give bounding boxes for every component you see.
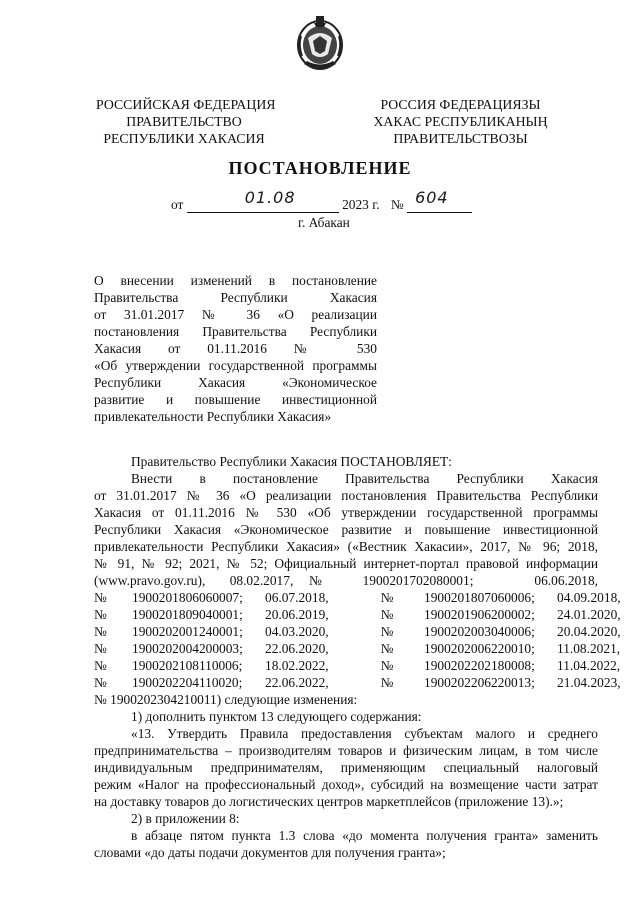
number-field — [407, 188, 472, 213]
year-text: 2023 г. — [342, 197, 380, 212]
header-line: ХАКАС РЕСПУБЛИКАНЫҢ — [373, 114, 548, 129]
table-cell: 08.02.2017, — [229, 573, 294, 588]
table-cell: 04.03.2020, — [265, 624, 329, 639]
document-subject — [94, 272, 377, 425]
quote-line: «13. Утвердить Правила предоставления субъектам малого и среднего — [131, 726, 598, 741]
table-cell: № — [94, 641, 107, 656]
subject-line: привлекательности Республики Хакасия» — [94, 409, 332, 424]
date-number-line — [171, 188, 472, 213]
table-cell: 1900202206220013; — [424, 675, 535, 690]
header-line: РЕСПУБЛИКИ ХАКАСИЯ — [103, 131, 265, 146]
registration-numbers-table — [94, 589, 621, 691]
quote-line: на доставку товаров до логистических центров маркетплейсов (приложение 13).»; — [94, 794, 564, 809]
document-body — [94, 453, 621, 861]
date-field — [187, 188, 339, 213]
table-row — [94, 623, 598, 640]
table-cell: № — [94, 624, 107, 639]
table-cell: 1900202006220010; — [424, 641, 535, 656]
subject-line: Правительства Республики Хакасия — [94, 290, 377, 305]
header-line: ПРАВИТЕЛЬСТВОЗЫ — [393, 131, 528, 146]
subject-line: «Об утверждении государственной программы — [94, 358, 377, 373]
table-cell: № — [380, 607, 394, 622]
body-line: Внести в постановление Правительства Республики Хакасия — [131, 471, 598, 486]
amendment-item: 1) дополнить пунктом 13 следующего содержания: — [131, 709, 422, 724]
table-cell: № — [94, 590, 107, 605]
table-cell: 1900201809040001; — [132, 607, 243, 622]
quote-line: предпринимательства – производителям товаров и физическим лицам, в том числе — [94, 743, 598, 758]
body-line: в абзаце пятом пункта 1.3 слова «до момента получения гранта» заменить — [131, 828, 598, 843]
handwritten-number: 604 — [415, 188, 449, 207]
subject-line: Хакасия от 01.11.2016 № 530 — [94, 341, 377, 356]
table-cell: 06.07.2018, — [265, 590, 329, 605]
number-sign: № — [390, 197, 404, 212]
subject-line: развитие и повышение инвестиционной — [94, 392, 377, 407]
table-cell: 1900202004200003; — [132, 641, 243, 656]
table-cell: № — [309, 573, 322, 588]
table-cell: № — [380, 675, 394, 690]
header-line: РОССИЯ ФЕДЕРАЦИЯЗЫ — [380, 97, 541, 112]
body-line: № 91, № 92; 2021, № 52; Официальный интернет-портал правовой информации — [94, 556, 598, 571]
header-line: ПРАВИТЕЛЬСТВО — [126, 114, 242, 129]
table-cell: 20.06.2019, — [265, 607, 329, 622]
body-line: словами «до даты подачи документов для получения гранта»; — [94, 845, 446, 860]
table-cell: 1900201906200002; — [424, 607, 535, 622]
table-cell: 1900202202180008; — [424, 658, 535, 673]
subject-line: от 31.01.2017 № 36 «О реализации — [94, 307, 377, 322]
table-cell: 21.04.2023, — [557, 675, 621, 690]
handwritten-date: 01.08 — [244, 188, 296, 207]
subject-line: Республики Хакасия «Экономическое — [94, 375, 377, 390]
table-row — [94, 589, 598, 606]
table-cell: 1900202001240001; — [132, 624, 243, 639]
date-prefix: от — [171, 197, 184, 212]
table-cell: № — [380, 658, 394, 673]
table-cell: 06.06.2018, — [534, 573, 598, 588]
table-cell: 22.06.2020, — [265, 641, 329, 656]
table-cell: 1900202003040006; — [424, 624, 535, 639]
table-cell: 11.08.2021, — [557, 641, 621, 656]
table-cell: 1900201807060006; — [424, 590, 535, 605]
table-cell: 1900201806060007; — [132, 590, 243, 605]
table-row — [94, 606, 598, 623]
table-cell: 20.04.2020, — [557, 624, 621, 639]
amendment-item: 2) в приложении 8: — [131, 811, 240, 826]
header-left-ru — [96, 96, 276, 147]
coat-of-arms-emblem — [295, 14, 345, 74]
body-line: № 1900202304210011) следующие изменения: — [94, 692, 358, 707]
registration-numbers-table — [94, 572, 598, 589]
table-row — [94, 572, 598, 589]
quote-line: режим «Налог на профессиональный доход», субсидий на возмещение части затрат — [94, 777, 598, 792]
quote-line: индивидуальным предпринимателям, применяющим специальный налоговый — [94, 760, 598, 775]
body-line: от 31.01.2017 № 36 «О реализации постановления Правительства Республики — [94, 488, 598, 503]
table-cell: 24.01.2020, — [557, 607, 621, 622]
subject-line: постановления Правительства Республики — [94, 324, 377, 339]
table-cell: № — [380, 641, 394, 656]
header-line: РОССИЙСКАЯ ФЕДЕРАЦИЯ — [96, 97, 276, 112]
subject-line: О внесении изменений в постановление — [94, 273, 377, 288]
document-title: ПОСТАНОВЛЕНИЕ — [228, 158, 412, 178]
table-cell: № — [94, 607, 107, 622]
table-cell: № — [380, 624, 394, 639]
table-cell: 1900202204110020; — [132, 675, 243, 690]
resolution-intro: Правительство Республики Хакасия ПОСТАНОВЛЯЕТ: — [131, 454, 452, 469]
body-line: Республики Хакасия «Экономическое развитие и повышение инвестиционной — [94, 522, 598, 537]
table-cell: 1900202108110006; — [132, 658, 243, 673]
table-cell: 04.09.2018, — [557, 590, 621, 605]
header-right-khakas — [373, 96, 548, 147]
table-cell: № — [94, 675, 107, 690]
table-cell: 22.06.2022, — [265, 675, 329, 690]
city-name: г. Абакан — [298, 215, 350, 230]
body-line: Хакасия от 01.11.2016 № 530 «Об утверждении государственной программы — [94, 505, 598, 520]
table-cell: 18.02.2022, — [265, 658, 329, 673]
table-cell: № — [94, 658, 107, 673]
body-line: привлекательности Республики Хакасия» («Вестник Хакасии», 2017, № 96; 2018, — [94, 539, 598, 554]
table-row — [94, 674, 598, 691]
table-row — [94, 640, 598, 657]
table-row — [94, 657, 598, 674]
table-cell: 11.04.2022, — [557, 658, 621, 673]
table-cell: (www.pravo.gov.ru), — [94, 573, 206, 588]
coat-of-arms-icon — [295, 14, 345, 74]
table-cell: № — [380, 590, 394, 605]
table-cell: 1900201702080001; — [362, 573, 474, 588]
